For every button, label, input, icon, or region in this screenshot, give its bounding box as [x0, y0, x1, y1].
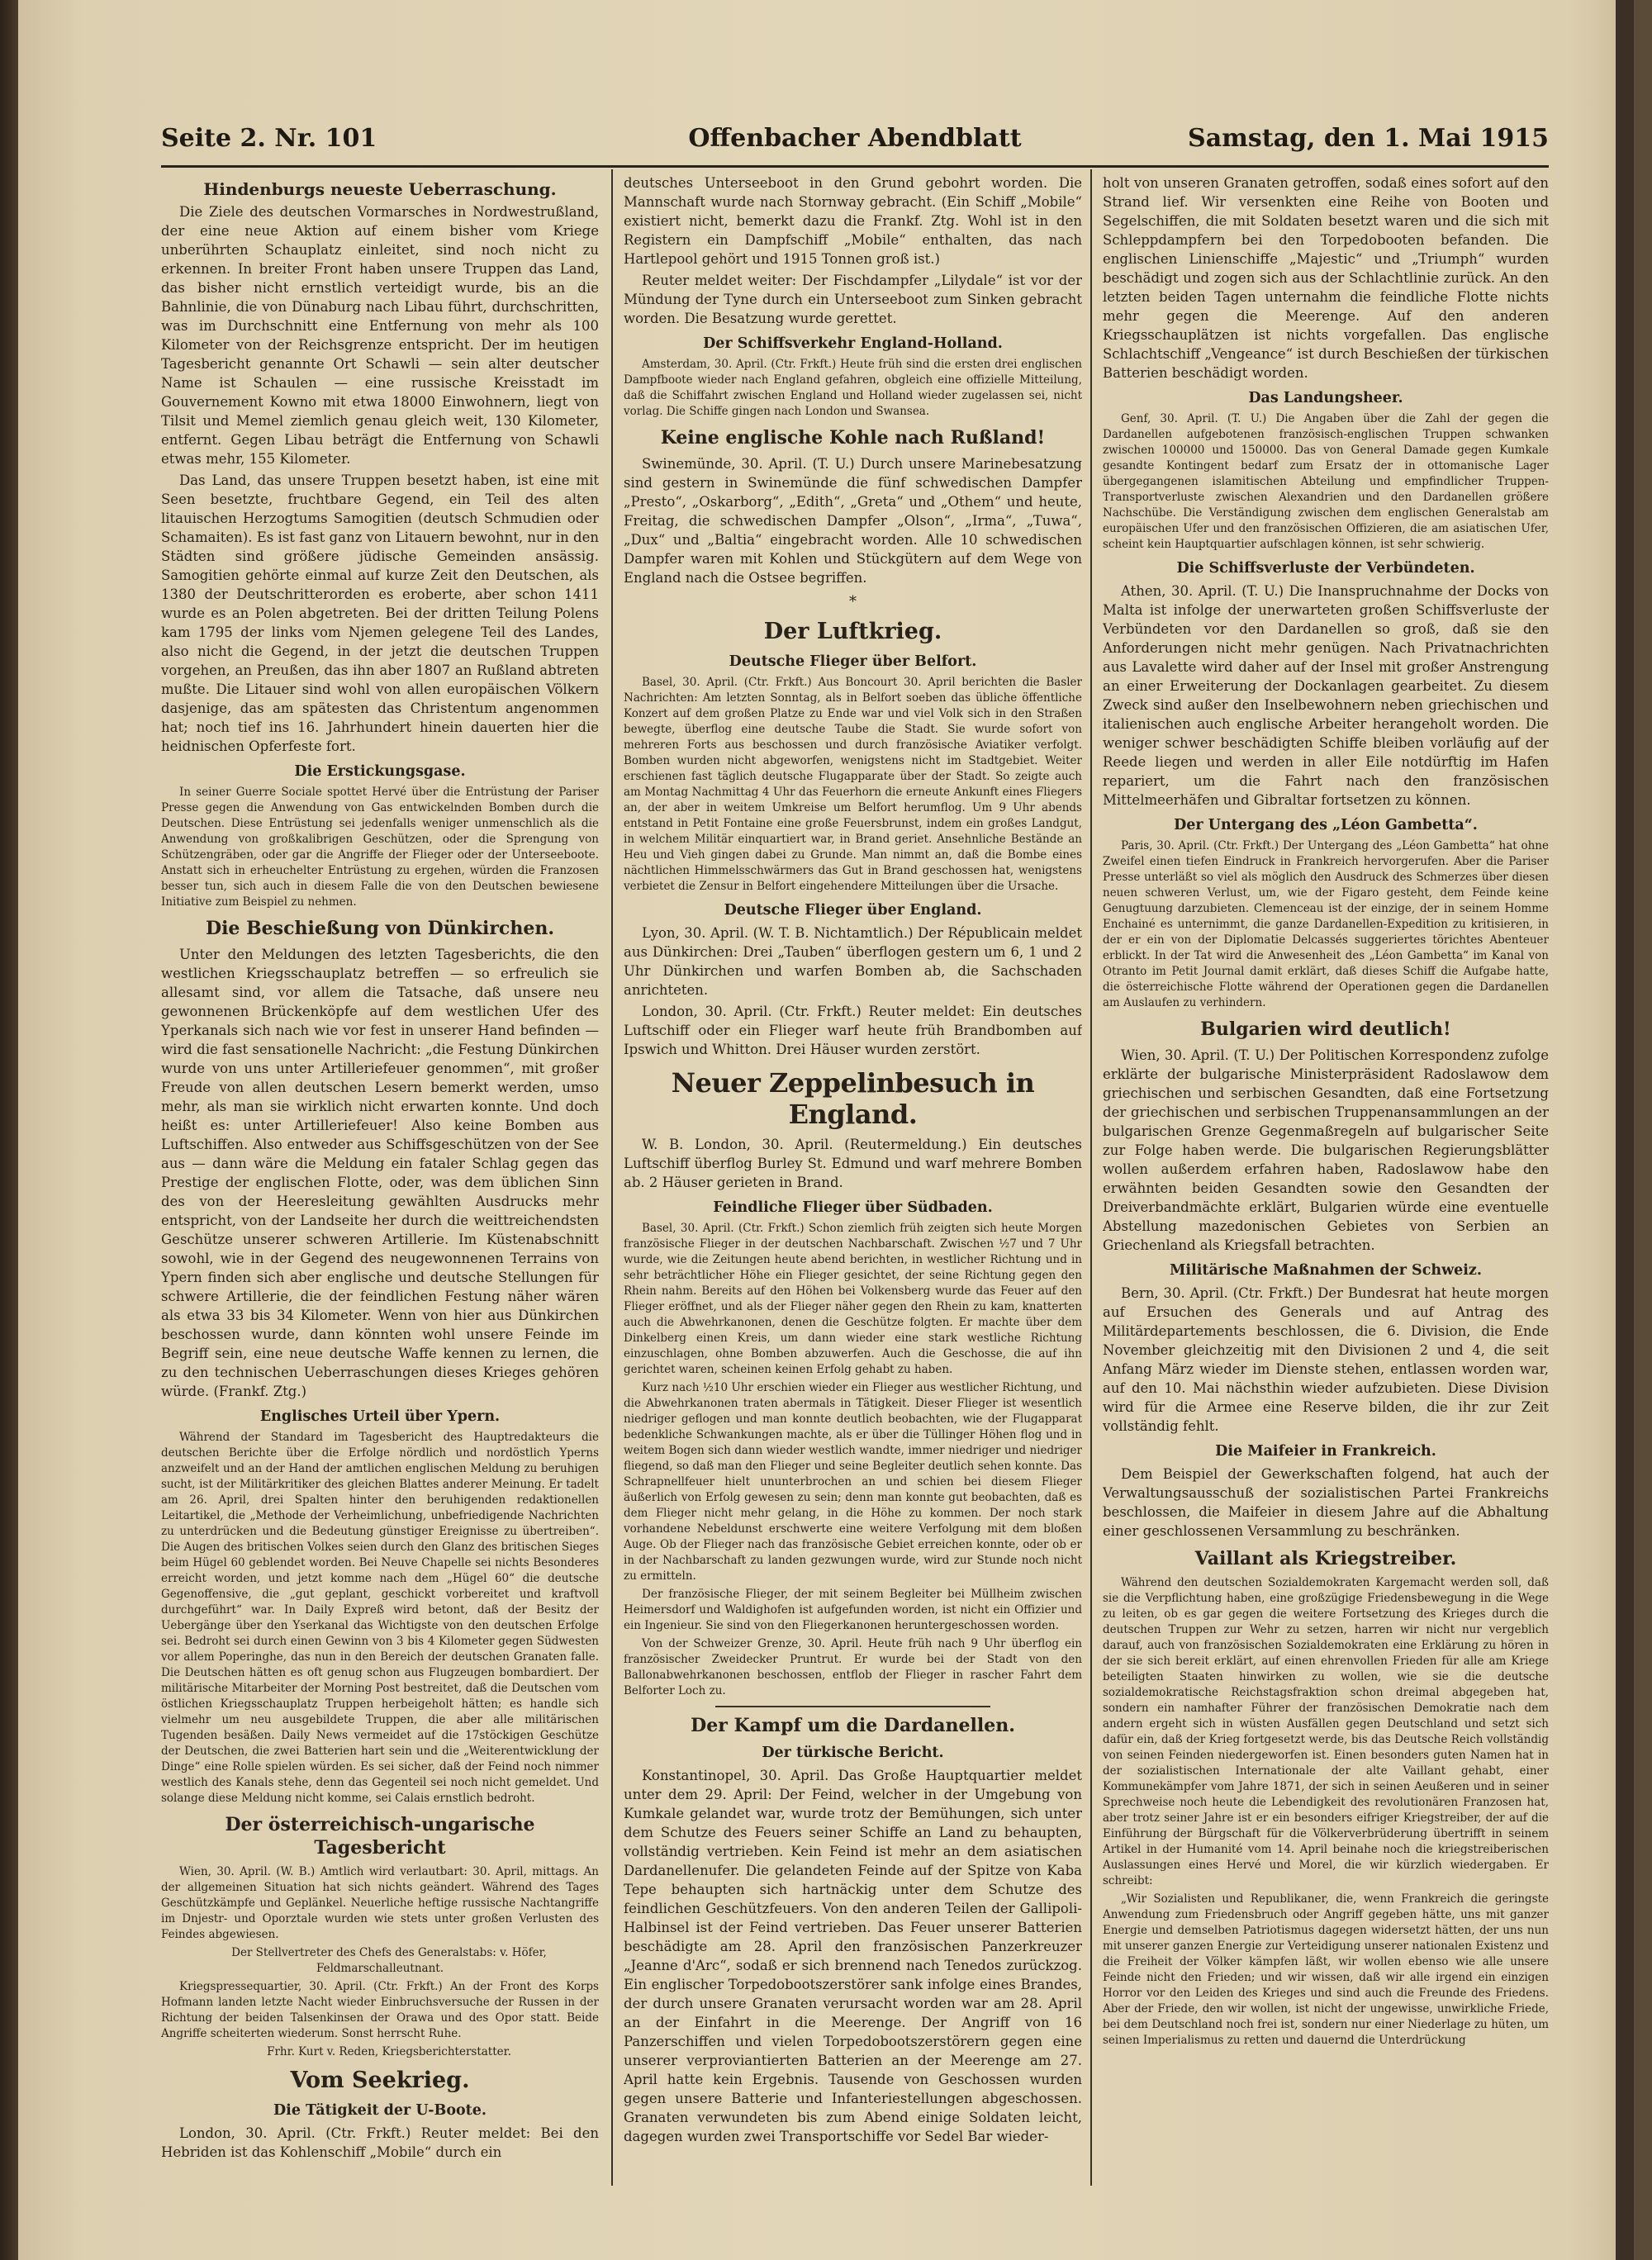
- article-paragraph: In seiner Guerre Sociale spottet Hervé über die Entrüstung der Pariser Presse gegen die Anwendung von Gas entwickelnden Bomben durch die Deutschen. Diese Entrüstung sei jedenfalls weniger unmenschlich als die Anwendung von großkalibrigen Geschützen, oder die Sprengung von Schützengräben, oder gar die Angriffe der Flieger oder der Unterseeboote. Anstatt sich in erheuchelter Entrüstung zu ergehen, würden die Franzosen besser tun, sich auch in diesem Falle die von den Deutschen bewiesene Initiative zum Beispiel zu nehmen.: [161, 786, 599, 909]
- header-rule: [161, 165, 1549, 168]
- column-1: [161, 173, 599, 2186]
- article-subheading: Die Tätigkeit der U-Boote.: [273, 2102, 487, 2119]
- article-heading: Englisches Urteil über Ypern.: [259, 1408, 501, 1425]
- article-paragraph: Swinemünde, 30. April. (T. U.) Durch unsere Marinebesatzung sind gestern in Swinemünde die fünf schwedischen Dampfer „Presto“, „Oskarborg“, „Edith“, „Greta“ und „Othem“ und heute, Freitag, die schwedischen Dampfer „Olson“, „Irma“, „Tuwa“, „Dux“ und „Baltia“ eingebracht worden. Alle 10 schwedischen Dampfer waren mit Kohlen und Stückgütern auf dem Wege von England nach die Ostsee begriffen.: [624, 456, 1082, 586]
- book-binding: [0, 0, 18, 2260]
- article-paragraph: holt von unseren Granaten getroffen, sodaß eines sofort auf den Strand lief. Wir versenkten eine Reihe von Booten und Segelschiffen, die mit Soldaten besetzt waren und die sich mit Schleppdampfern bei den Torpedobooten befanden. Die englischen Linienschiffe „Majestic“ und „Triumph“ wurden beschädigt und zogen sich aus der Schlachtlinie zurück. An den letzten beiden Tagen unternahm die feindliche Flotte nichts mehr gegen die Meerenge. Auf den anderen Kriegsschauplätzen ist nichts vorgefallen. Das englische Schlachtschiff „Vengeance“ ist durch Beschießen der türkischen Batterien beschädigt worden.: [1103, 175, 1549, 381]
- article-heading: Der Kampf um die Dardanellen.: [691, 1715, 1015, 1736]
- article-paragraph: Kurz nach ½10 Uhr erschien wieder ein Flieger aus westlicher Richtung, und die Abwehrkanonen traten abermals in Tätigkeit. Dieser Flieger ist wesentlich niedriger geflogen und man konnte deutlich beobachten, wie der Flugapparat bedenkliche Schwankungen machte, als er über die Tüllinger Höhen flog und in weitem Bogen sich dann wieder westlich wandte, immer niedriger und niedriger fliegend, so daß man den Flieger und seine Begleiter deutlich sehen konnte. Das Schrapnellfeuer hielt ununterbrochen an und schien bei diesem Flieger äußerlich von Erfolg gewesen zu sein; denn man konnte gut beobachten, daß es dem Flieger nicht mehr gelang, in die Höhe zu kommen. Der noch stark vorhandene Nebeldunst erschwerte eine weitere Verfolgung mit dem bloßen Auge. Ob der Flieger nach das französische Gebiet erreichen konnte, oder ob er in der Nachbarschaft zu landen gezwungen wurde, wird zur Stunde noch nicht zu ermitteln.: [624, 1381, 1082, 1583]
- article-heading: Der österreichisch-ungarische Tagesbericht: [225, 1814, 535, 1859]
- article-paragraph: W. B. London, 30. April. (Reutermeldung.) Ein deutsches Luftschiff überflog Burley St. Edmund und warf mehrere Bomben ab. 2 Häuser gerieten in Brand.: [624, 1137, 1082, 1190]
- article-paragraph: Konstantinopel, 30. April. Das Große Hauptquartier meldet unter dem 29. April: Der Feind, welcher in der Umgebung von Kumkale gelandet war, wurde trotz der Bemühungen, sich unter dem Schutze des Feuers seiner Schiffe an Land zu behaupten, vollständig vertrieben. Kein Feind ist mehr an dem asiatischen Dardanellenufer. Die gelandeten Feinde auf der Spitze von Kaba Tepe behaupten sich hartnäckig unter dem Schutze des feindlichen Geschützfeuers. Von den anderen Teilen der Gallipoli-Halbinsel ist der Feind vertrieben. Das Feuer unserer Batterien beschädigte am 28. April den französischen Panzerkreuzer „Jeanne d'Arc“, sodaß er sich brennend nach Tenedos zurückzog. Ein englischer Torpedobootszerstörer sank infolge eines Brandes, der durch unsere Granaten verursacht worden war am 28. April an der Einfahrt in die Meerenge. Der Angriff von 16 Panzerschiffen und vielen Torpedobootszerstörern gegen eine unserer verproviantierten Batterien an der Meerenge am 27. April hatte kein Ergebnis. Tausende von Geschossen wurden gegen unsere Batterie und Infanteriestellungen abgeschossen. Granaten verwundeten bis zum Abend einige Soldaten leicht, dagegen wurden zwei Transportschiffe vor Sedel Bar wieder-: [624, 1768, 1082, 2144]
- article-paragraph: Von der Schweizer Grenze, 30. April. Heute früh nach 9 Uhr überflog ein französischer Zweidecker Pruntrut. Er wurde bei der Stadt von den Ballonabwehrkanonen beschossen, entflob der Flieger in rascher Fahrt dem Belforter Loch zu.: [624, 1637, 1082, 1697]
- article-paragraph: Reuter meldet weiter: Der Fischdampfer „Lilydale“ ist vor der Mündung der Tyne durch ein Unterseeboot zum Sinken gebracht worden. Die Besatzung wurde gerettet.: [624, 273, 1082, 326]
- article-heading: Die Erstickungsgase.: [294, 763, 466, 780]
- article-heading: Der Untergang des „Léon Gambetta“.: [1174, 817, 1478, 833]
- article-paragraph: Paris, 30. April. (Ctr. Frkft.) Der Untergang des „Léon Gambetta“ hat ohne Zweifel einen tiefen Eindruck in Frankreich hervorgerufen. Aber die Pariser Presse unterläßt so viel als möglich den Ausdruck des Schmerzes über diesen neuen schweren Verlust, um, wie der Figaro gesteht, dem Feinde keine Genugtuung darzubieten. Clemenceau ist der einzige, der in seinem Homme Enchainé es unternimmt, die ganze Dardanellen-Expedition zu kritisieren, in der er ein von der Diplomatie Delcassés suggeriertes törichtes Abenteuer erblickt. In der Tat wird die Anwesenheit des „Léon Gambetta“ im Kanal von Otranto im Petit Journal damit erklärt, daß dieses Schiff die Aufgabe hatte, die österreichische Flotte während der Operationen gegen die Dardanellen am Auslaufen zu verhindern.: [1103, 839, 1549, 1009]
- article-heading: Der Schiffsverkehr England-Holland.: [703, 335, 1003, 352]
- page-header: [161, 124, 1549, 165]
- article-subheading: Feindliche Flieger über Südbaden.: [713, 1199, 993, 1216]
- article-subheading: Der türkische Bericht.: [762, 1745, 944, 1761]
- article-headline: Neuer Zeppelinbesuch in England.: [671, 1067, 1035, 1130]
- article-heading: Militärische Maßnahmen der Schweiz.: [1170, 1262, 1482, 1279]
- article-paragraph: Die Ziele des deutschen Vormarsches in Nordwestrußland, der eine neue Aktion auf einem bisher vom Kriege unberührten Schauplatz einleitet, sind noch nicht zu erkennen. In breiter Front haben unsere Truppen das Land, das bisher nicht ernstlich verteidigt wurde, bis an die Bahnlinie, die von Dünaburg nach Libau führt, durchschritten, was im Durchschnitt eine Entfernung von mehr als 100 Kilometer von der Reichsgrenze entspricht. Der im heutigen Tagesbericht genannte Ort Schawli — sein alter deutscher Name ist Schaulen — eine russische Kreisstadt im Gouvernement Kowno mit etwa 18000 Einwohnern, liegt von Tilsit und Memel ziemlich genau gleich weit, 130 Kilometer, entfernt. Gegen Libau beträgt die Entfernung von Schawli etwas mehr, 155 Kilometer.: [161, 204, 599, 467]
- article-paragraph: Kriegspressequartier, 30. April. (Ctr. Frkft.) An der Front des Korps Hofmann landen letzte Nacht wieder Einbruchsversuche der Russen in der Richtung der beiden Talsenkinsen der Orawa und des Opor statt. Beide Angriffe scheiterten wiederum. Sonst herrscht Ruhe.: [161, 1980, 599, 2040]
- article-heading: Keine englische Kohle nach Rußland!: [660, 427, 1046, 449]
- article-paragraph: Amsterdam, 30. April. (Ctr. Frkft.) Heute früh sind die ersten drei englischen Dampfboote wieder nach England gefahren, obgleich eine offizielle Mitteilung, daß die Schiffahrt zwischen England und Holland wieder zugelassen sei, nicht vorlag. Die Schiffe gingen nach London und Swansea.: [624, 358, 1082, 418]
- article-subheading: Deutsche Flieger über England.: [724, 902, 982, 919]
- article-signature: Frhr. Kurt v. Reden, Kriegsberichterstatter.: [267, 2045, 511, 2058]
- article-paragraph: Basel, 30. April. (Ctr. Frkft.) Schon ziemlich früh zeigten sich heute Morgen französische Flieger in der deutschen Nachbarschaft. Zwischen ½7 und 7 Uhr wurde, wie die Zeitungen heute abend berichten, in westlicher Richtung und in sehr beträchtlicher Höhe ein Flieger gesichtet, der seine Richtung gegen den Rhein nahm. Bereits auf den Höhen bei Volkensberg wurde das Feuer auf den Flieger eröffnet, und als der Flieger näher gegen den Rhein zu kam, knatterten auch die Abwehrkanonen, denen die Geschütze folgten. Er machte über dem Dinkelberg einen Kreis, um dann wieder eine stark westliche Richtung einzuschlagen, ohne Bomben abzuwerfen. Auch die Geschosse, die auf ihn gerichtet waren, scheinen keinen Erfolg gehabt zu haben.: [624, 1222, 1082, 1376]
- issue-date: Samstag, den 1. Mai 1915: [1188, 124, 1549, 153]
- page-number: Seite 2. Nr. 101: [161, 124, 377, 153]
- article-paragraph: London, 30. April. (Ctr. Frkft.) Reuter meldet: Bei den Hebriden ist das Kohlenschiff „Mobile“ durch ein: [161, 2125, 599, 2160]
- article-paragraph: Unter den Meldungen des letzten Tagesberichts, die den westlichen Kriegsschauplatz betreffen — so erfreulich sie allesamt sind, vor allem die Tatsache, daß unsere neu gewonnenen Brückenköpfe auf dem westlichen Ufer des Yperkanals sich nach wie vor fest in unserer Hand befinden — wird die fast sensationelle Nachricht: „die Festung Dünkirchen wurde von uns unter Artilleriefeuer genommen“, mit großer Freude von allen deutschen Lesern bemerkt werden, umso mehr, als man sie wirklich nicht erwarten konnte. Und doch heißt es: unter Artilleriefeuer! Also keine Bomben aus Luftschiffen. Also entweder aus Schiffsgeschützen von der See aus — dann wäre die Meldung ein fataler Schlag gegen das Prestige der englischen Flotte, oder, was dem üblichen Sinn des von der Heeresleitung gewählten Ausdrucks mehr entspricht, von der Landseite her durch die weittreichendsten Geschütze unserer schweren Artillerie. Im Küstenabschnitt sowohl, wie in der Gegend des neugewonnenen Terrains von Ypern finden sich aber englische und deutsche Stellungen für schwere Artillerie, die der feindlichen Festung näher wären als etwa 33 bis 34 Kilometer. Wenn von hier aus Dünkirchen beschossen wurde, dann könnten wohl unsere Feinde im Begriff sein, eine neue deutsche Waffe kennen zu lernen, die zu den technischen Ueberraschungen dieses Krieges gehören würde. (Frankf. Ztg.): [161, 947, 599, 1399]
- article-heading: Bulgarien wird deutlich!: [1200, 1018, 1451, 1040]
- article-paragraph: Wien, 30. April. (W. B.) Amtlich wird verlautbart: 30. April, mittags. An der allgemeinen Situation hat sich nichts geändert. Während des Tages Geschützkämpfe und Geplänkel. Neuerliche heftige russische Nachtangriffe im Dnjestr- und Oporztale wurden wie stets unter großen Verlusten des Feindes abgewiesen.: [161, 1865, 599, 1941]
- column-divider: [611, 169, 613, 2186]
- article-paragraph: Dem Beispiel der Gewerkschaften folgend, hat auch der Verwaltungsausschuß der sozialistischen Partei Frankreichs beschlossen, die Maifeier in diesem Jahre auf die Abhaltung einer geschlossenen Versammlung zu beschränken.: [1103, 1466, 1549, 1539]
- article-heading: Vaillant als Kriegstreiber.: [1194, 1548, 1457, 1569]
- article-heading: Der Luftkrieg.: [763, 619, 942, 644]
- page-edge: [1616, 0, 1634, 2260]
- article-paragraph: Das Land, das unsere Truppen besetzt haben, ist eine mit Seen besetzte, fruchtbare Gegend, ein Teil des alten litauischen Herzogtums Samogitien (deutsch Schmudien oder Schamaiten). Es ist fast ganz von Litauern bewohnt, nur in den Städten sind größere jüdische Gemeinden ansässig. Samogitien gehörte einmal auf kurze Zeit den Deutschen, als 1380 der Deutschritterorden es eroberte, aber schon 1411 wurde es an Polen abgetreten. Bei der dritten Teilung Polens kam 1795 der links vom Njemen gelegene Teil des Landes, also nicht die Gegend, in der jetzt die deutschen Truppen vorgehen, an Preußen, das ihn aber 1807 an Rußland abtreten mußte. Die Litauer sind wohl von allen europäischen Völkern dasjenige, das am spätesten das Christentum angenommen hat; noch tief ins 16. Jahrhundert hinein dauerten hier die heidnischen Opferfeste fort.: [161, 472, 599, 754]
- article-subheading: Deutsche Flieger über Belfort.: [729, 653, 977, 670]
- article-paragraph: deutsches Unterseeboot in den Grund gebohrt worden. Die Mannschaft wurde nach Stornway gebracht. (Ein Schiff „Mobile“ existiert nicht, bemerkt dazu die Frankf. Ztg. Wohl ist in den Registern ein Dampfschiff „Mobile“ enthalten, das nach Hartlepool gehört und 1915 Tonnen groß ist.): [624, 175, 1082, 267]
- article-heading: Das Landungsheer.: [1248, 390, 1403, 406]
- column-divider: [1090, 169, 1092, 2186]
- article-paragraph: Während der Standard im Tagesbericht des Hauptredakteurs die deutschen Berichte über die Erfolge nördlich und nordöstlich Yperns anzweifelt und an der Hand der amtlichen englischen Meldung zu beruhigen sucht, ist der Militärkritiker des gleichen Blattes anderer Meinung. Er tadelt am 26. April, drei Spalten hinter den beruhigenden redaktionellen Leitartikel, die „Methode der Verheimlichung, unbefriedigende Nachrichten zu unterdrücken und die Bedeutung günstiger Ereignisse zu übertreiben“. Die Augen des britischen Volkes seien durch den Glanz des britischen Sieges beim Hügel 60 geblendet worden. Bei Neuve Chapelle sei nichts Besonderes erreicht worden, und jetzt komme nach dem „Hügel 60“ die deutsche Gegenoffensive, die „gut geplant, geschickt vorbereitet und kraftvoll durchgeführt“ war. In Daily Expreß wird betont, daß der Besitz der Uebergänge über den Yserkanal das Wichtigste von den deutschen Erfolge sei. Bedroht sei durch einen Gewinn von 3 bis 4 Kilometer gegen Südwesten vor allem Poperinghe, das nun in den Bereich der deutschen Granaten falle. Die Deutschen hätten es oft genug schon aus Flugzeugen bombardiert. Der militärische Mitarbeiter der Morning Post bestreitet, daß die Deutschen vom östlichen Kriegsschauplatz Truppen herbeigeholt hätten; es handle sich vielmehr um neu ausgebildete Truppen, die aber alle militärischen Tugenden besäßen. Daily News vermeidet auf die 17stöckigen Geschütze der Deutschen, die zwei Batterien hart sein und die „Weiterentwicklung der Dinge“ eine Rolle spielen würden. Es sei sicher, daß der Feind noch nimmer westlich des Kanals stehe, denn das Gegenteil sei noch nicht gemeldet. Und solange diese Meldung nicht komme, sei Calais ernstlich bedroht.: [161, 1431, 599, 1805]
- article-paragraph: Bern, 30. April. (Ctr. Frkft.) Der Bundesrat hat heute morgen auf Ersuchen des Generals und auf Antrag des Militärdepartements beschlossen, die 6. Division, die Ende November gleichzeitig mit den Divisionen 2 und 4, die seit Anfang März wieder im Dienste stehen, entlassen worden war, auf den 10. Mai nächsthin wieder aufzubieten. Diese Division wird für die Armee eine Reserve bilden, die ihr zur Zeit vollständig fehlt.: [1103, 1285, 1549, 1434]
- article-paragraph: Genf, 30. April. (T. U.) Die Angaben über die Zahl der gegen die Dardanellen aufgebotenen französisch-englischen Truppen schwanken zwischen 100000 und 150000. Das von General Damade gegen Kumkale gesandte Kontingent bedarf zum Ersatz der in ottomanische Lager übergegangenen islamitischen Abteilung und empfindlicher Truppen-Transportverluste zwischen Alexandrien und den Dardanellen größere Nachschübe. Die Verständigung zwischen dem englischen Generalstab am europäischen Ufer und den französischen Offizieren, die am asiatischen Ufer, scheint kein Hauptquartier aufschlagen können, ist sehr schwierig.: [1103, 412, 1549, 551]
- article-heading: Hindenburgs neueste Ueberraschung.: [203, 179, 557, 199]
- article-quote: „Wir Sozialisten und Republikaner, die, wenn Frankreich die geringste Anwendung zum Friedensbruch oder Angriff gegeben hätte, uns mit ganzer Energie und demselben Patriotismus dagegen widersetzt hätten, der uns nun mit unserer ganzen Energie zur Verteidigung unserer nationalen Existenz und die Freiheit der Völker kämpfen läßt, wir wollen ebenso wie alle unsere Feinde nicht den Frieden; und wir wissen, daß wir alle irgend ein einzigen Horror vor den Leiden des Krieges und sind auch die Freunde des Friedens. Aber der Friede, den wir wollen, ist nicht der ungewisse, unwirkliche Friede, bei dem Deutschland noch frei ist, sondern nur einer Niederlage zu hüten, um seinen Imperialismus zu retten und dauernd die Unterdrückung: [1103, 1892, 1549, 2047]
- article-paragraph: London, 30. April. (Ctr. Frkft.) Reuter meldet: Ein deutsches Luftschiff oder ein Flieger warf heute früh Brandbomben auf Ipswich und Whitton. Drei Häuser wurden zerstört.: [624, 1004, 1082, 1057]
- article-paragraph: Athen, 30. April. (T. U.) Die Inanspruchnahme der Docks von Malta ist infolge der unerwarteten großen Schiffsverluste der Verbündeten vor den Dardanellen so groß, daß sie den Anforderungen nicht mehr genügen. Nach Privatnachrichten aus Lavalette wird daher auf der Insel mit großer Anstrengung an einer Erweiterung der Dockanlagen gearbeitet. Zu diesem Zweck sind außer den Inselbewohnern neben griechischen und italienischen auch englische Arbeiter herangeholt worden. Die weniger schwer beschädigten Schiffe bleiben vorläufig auf der Reede liegen und werden in aller Eile notdürftig im Hafen repariert, um die Fahrt nach den französischen Mittelmeerhäfen und Gibraltar fortsetzen zu können.: [1103, 583, 1549, 808]
- article-heading: Die Beschießung von Dünkirchen.: [206, 918, 554, 939]
- newspaper-title: Offenbacher Abendblatt: [688, 124, 1022, 153]
- section-star: *: [849, 593, 857, 610]
- article-heading: Die Schiffsverluste der Verbündeten.: [1176, 560, 1475, 577]
- column-3: [1103, 173, 1549, 2186]
- article-signature: Der Stellvertreter des Chefs des Generalstabs: v. Höfer, Feldmarschalleutnant.: [231, 1946, 547, 1975]
- article-paragraph: Der französische Flieger, der mit seinem Begleiter bei Müllheim zwischen Heimersdorf und Waldighofen ist aufgefunden worden, ist nicht ein Offizier und ein Ingenieur. Sie sind von den Fliegerkanonen heruntergeschossen worden.: [624, 1588, 1082, 1632]
- article-paragraph: Basel, 30. April. (Ctr. Frkft.) Aus Boncourt 30. April berichten die Basler Nachrichten: Am letzten Sonntag, als in Belfort soeben das übliche öffentliche Konzert auf dem großen Platze zu Ende war und viel Volk sich in den Straßen bewegte, überflog eine deutsche Taube die Stadt. Sie wurde sofort von mehreren Forts aus beschossen und durch französische Aviatiker verfolgt. Bomben wurden nicht abgeworfen, wenigstens nicht im Stadtgebiet. Weiter erschienen fast täglich deutsche Flugapparate über der Stadt. So zeigte auch am Montag Nachmittag 4 Uhr das Feuerhorn die erneute Ankunft eines Fliegers an, der aber in weitem Umkreise um Belfort herumflog. Um 9 Uhr abends entstand in Petit Fontaine eine große Feuersbrunst, indem ein großes Landgut, in welchem Militär einquartiert war, in Brand geriet. Ansehnliche Bestände an Heu und Vieh gingen dabei zu Grunde. Man nimmt an, daß die Bombe eines nächtlichen Himmelsschwärmers das Gut in Brand geschossen hat, wenigstens verbietet die Zensur in Belfort eingehendere Mitteilungen über die Ursache.: [624, 676, 1082, 893]
- article-paragraph: Lyon, 30. April. (W. T. B. Nichtamtlich.) Der Républicain meldet aus Dünkirchen: Drei „Tauben“ überflogen gestern um 6, 1 und 2 Uhr Dünkirchen und warfen Bomben ab, die Sachschaden anrichteten.: [624, 925, 1082, 998]
- column-2: [624, 173, 1082, 2186]
- article-heading: Die Maifeier in Frankreich.: [1215, 1443, 1436, 1460]
- article-heading: Vom Seekrieg.: [290, 2068, 470, 2093]
- article-paragraph: Während den deutschen Sozialdemokraten Kargemacht werden soll, daß sie die Verpflichtung haben, eine großzügige Friedensbewegung in die Wege zu leiten, ob es gar gegen die weitere Fortsetzung des Krieges durch die deutschen Truppen zur Wehr zu setzen, harren wir nicht nur vergeblich darauf, auch von französischen Sozialdemokraten eine Erklärung zu hören in der sie sich bereit erklärt, auf einen ehrenvollen Frieden für alle am Kriege beteiligten Staaten hinwirken zu wollen, wie sie die deutsche sozialdemokratische Reichstagsfraktion schon dreimal abgegeben hat, sondern ein namhafter Führer der französischen Demokratie nach dem andern ergeht sich in wüsten Ausfällen gegen Deutschland und setzt sich dafür ein, daß der Krieg fortgesetzt werde, bis das Deutsche Reich vollständig von seinen Feinden niedergeworfen ist. Einen besonders guten Namen hat in der sozialistischen Internationale der alte Vaillant gehabt, einer Kommunekämpfer vom Jahre 1871, der sich in seinen Aeußeren und in seiner Sprechweise noch heute die Lebendigkeit des revolutionären Franzosen hat, aber trotz seiner Jahre ist er ein besonders eifriger Kriegstreiber, der auf die Einführung der Bürgschaft für die Völkerverbrüderung übertrifft in seinem Artikel in der Humanité vom 14. April beinahe noch die kriegstreiberischen Auslassungen eines Hervé und Morel, die wir kürzlich wiedergaben. Er schreibt:: [1103, 1576, 1549, 1887]
- section-separator: [715, 1706, 990, 1707]
- article-paragraph: Wien, 30. April. (T. U.) Der Politischen Korrespondenz zufolge erklärte der bulgarische Ministerpräsident Radoslawow dem griechischen und serbischen Gesandten, daß eine Fortsetzung der griechischen und serbischen Truppenansammlungen an der bulgarischen Grenze Gegenmaßregeln auf bulgarischer Seite zur Folge haben werde. Die bulgarischen Regierungsblätter wollen außerdem erfahren haben, Radoslawow habe den erwähnten beiden Gesandten sowie den Gesandten der Dreiverbandmächte erklärt, Bulgarien würde eine eventuelle Abstellung mazedonischen Gebietes von Serbien an Griechenland als Kriegsfall betrachten.: [1103, 1047, 1549, 1253]
